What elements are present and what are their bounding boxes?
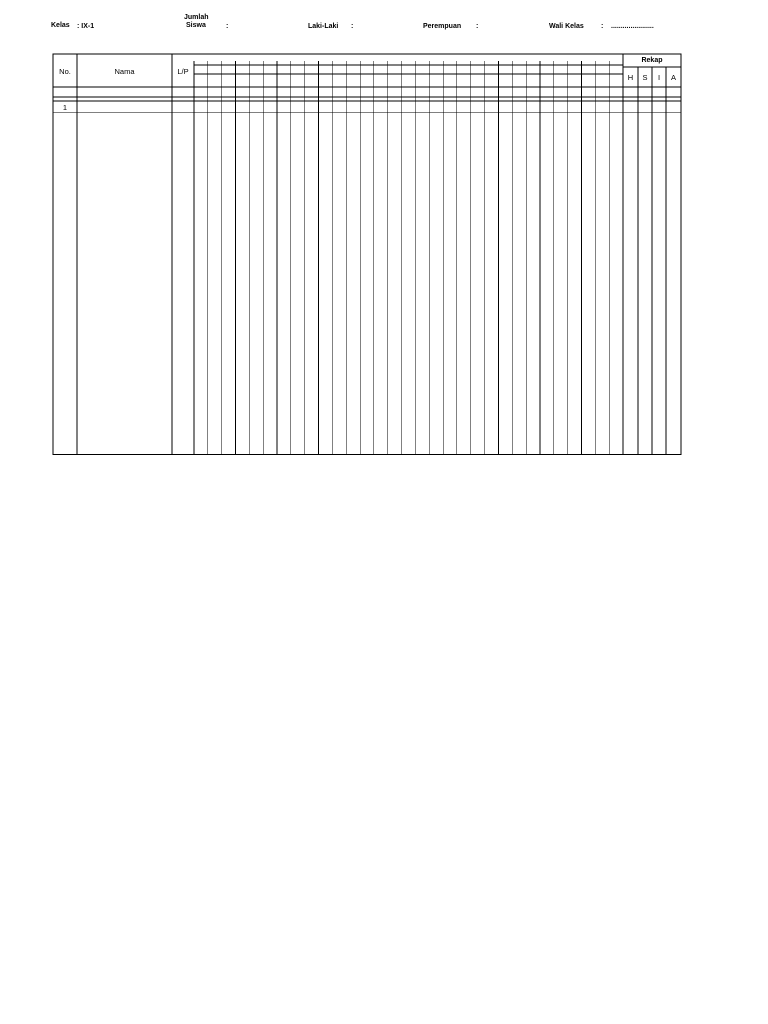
siswa-label: Siswa	[186, 22, 206, 29]
rekap-header: Rekap	[641, 57, 663, 64]
column-header-nama: Nama	[114, 67, 135, 76]
laki-label: Laki-Laki	[308, 23, 339, 30]
jumlah-label: Jumlah	[184, 14, 209, 21]
rekap-col-header: H	[627, 73, 634, 82]
rekap-col-header: I	[657, 73, 661, 82]
rekap-col-header: A	[670, 73, 676, 82]
wali-kelas-label: Wali Kelas	[549, 23, 584, 30]
rekap-col-header: S	[642, 73, 648, 82]
wali-kelas-colon: :	[601, 23, 604, 30]
table-border	[53, 54, 681, 454]
perempuan-label: Perempuan	[423, 23, 462, 30]
column-header-lp: L/P	[177, 67, 189, 76]
siswa-colon: :	[226, 23, 229, 30]
column-header-no: No.	[59, 67, 71, 76]
kelas-value: : IX-1	[77, 23, 95, 30]
student-number: 1	[62, 102, 68, 112]
kelas-label: Kelas	[51, 22, 70, 29]
wali-kelas-dots: ......................	[611, 23, 654, 30]
laki-colon: :	[351, 23, 354, 30]
perempuan-colon: :	[476, 23, 479, 30]
